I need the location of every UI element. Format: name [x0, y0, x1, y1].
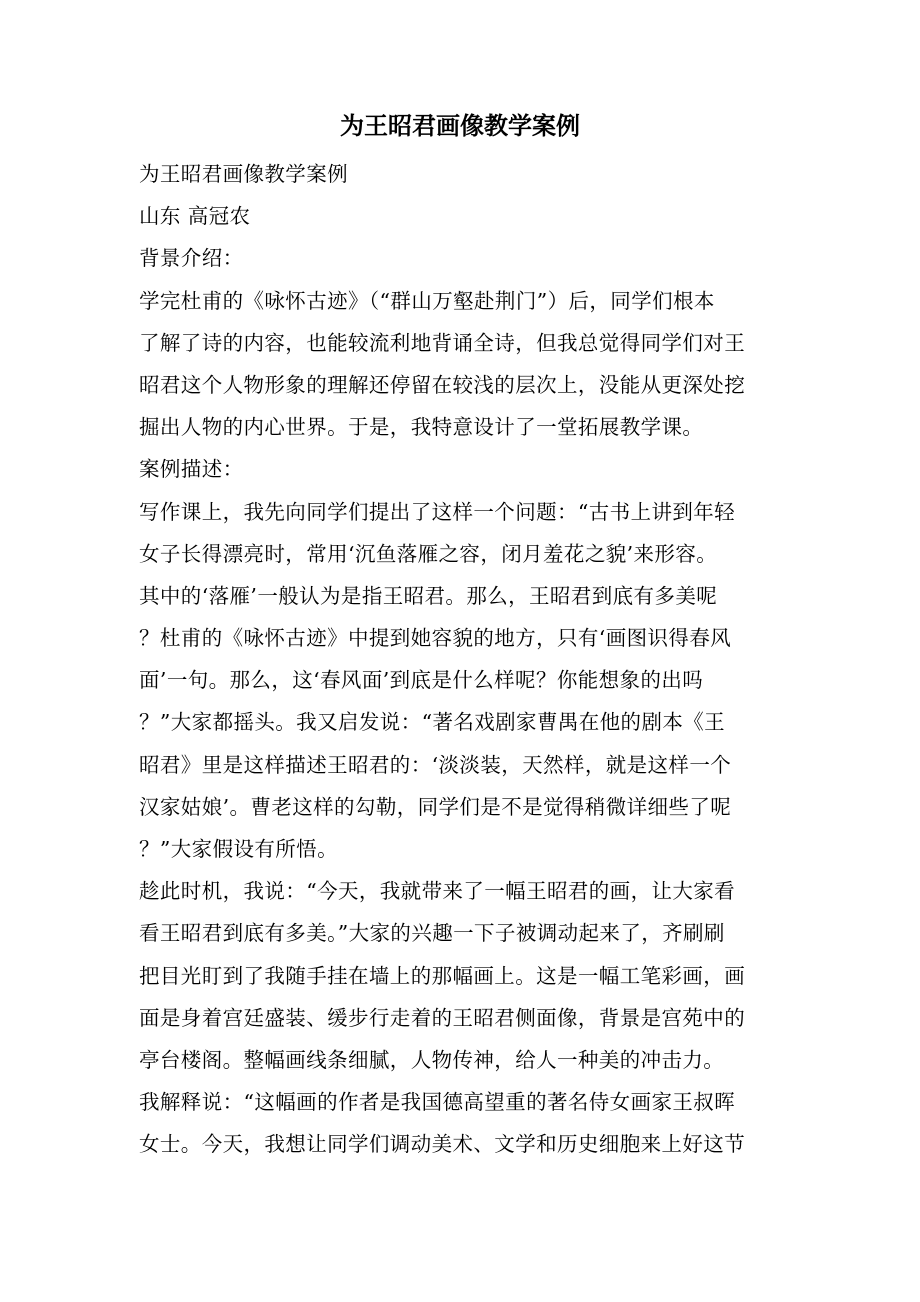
text-line: ？”大家假设有所悟。	[139, 837, 338, 861]
text-line: ？杜甫的《咏怀古迹》中提到她容貌的地方，只有‘画图识得春风	[139, 626, 732, 651]
text-line: 女子长得漂亮时，常用‘沉鱼落雁之容，闭月羞花之貌’来形容。	[139, 541, 718, 566]
text-line: 昭君这个人物形象的理解还停留在较浅的层次上，没能从更深处挖	[139, 372, 746, 397]
document-body	[139, 153, 779, 1166]
text-line: 掘出人物的内心世界。于是，我特意设计了一堂拓展教学课。	[139, 415, 704, 440]
text-line: 案例描述：	[139, 457, 244, 482]
text-line: 为王昭君画像教学案例	[139, 162, 348, 186]
text-line: 汉家姑娘’。曹老这样的勾勒，同学们是不是觉得稍微详细些了呢	[139, 794, 732, 819]
text-line: 看王昭君到底有多美。”大家的兴趣一下子被调动起来了，齐刷刷	[139, 921, 725, 946]
text-line: 了解了诗的内容，也能较流利地背诵全诗，但我总觉得同学们对王	[139, 330, 746, 355]
text-line: 趁此时机，我说：“今天，我就带来了一幅王昭君的画，让大家看	[139, 879, 736, 904]
text-line: 学完杜甫的《咏怀古迹》（“群山万壑赴荆门”）后，同学们根本	[139, 288, 715, 313]
text-line: 我解释说：“这幅画的作者是我国德高望重的著名侍女画家王叔晖	[139, 1090, 736, 1115]
text-line: 昭君》里是这样描述王昭君的：‘淡淡装，天然样，就是这样一个	[139, 752, 732, 777]
text-line: 面是身着宫廷盛装、缓步行走着的王昭君侧面像，背景是宫苑中的	[139, 1005, 746, 1030]
text-line: 女士。今天，我想让同学们调动美术、文学和历史细胞来上好这节	[139, 1132, 746, 1157]
text-line: ？”大家都摇头。我又启发说：“著名戏剧家曹禺在他的剧本《王	[139, 710, 726, 735]
text-line: 亭台楼阁。整幅画线条细腻，人物传神，给人一种美的冲击力。	[139, 1047, 725, 1072]
text-line: 山东 高冠农	[139, 204, 251, 229]
text-line: 背景介绍：	[139, 246, 244, 271]
document-title: 为王昭君画像教学案例	[340, 112, 580, 140]
text-line: 其中的‘落雁’一般认为是指王昭君。那么，王昭君到底有多美呢	[139, 583, 718, 608]
text-line: 把目光盯到了我随手挂在墙上的那幅画上。这是一幅工笔彩画，画	[139, 963, 746, 988]
text-line: 写作课上，我先向同学们提出了这样一个问题：“古书上讲到年轻	[139, 499, 736, 524]
text-line: 面’一句。那么，这‘春风面’到底是什么样呢？你能想象的出吗	[139, 668, 704, 693]
